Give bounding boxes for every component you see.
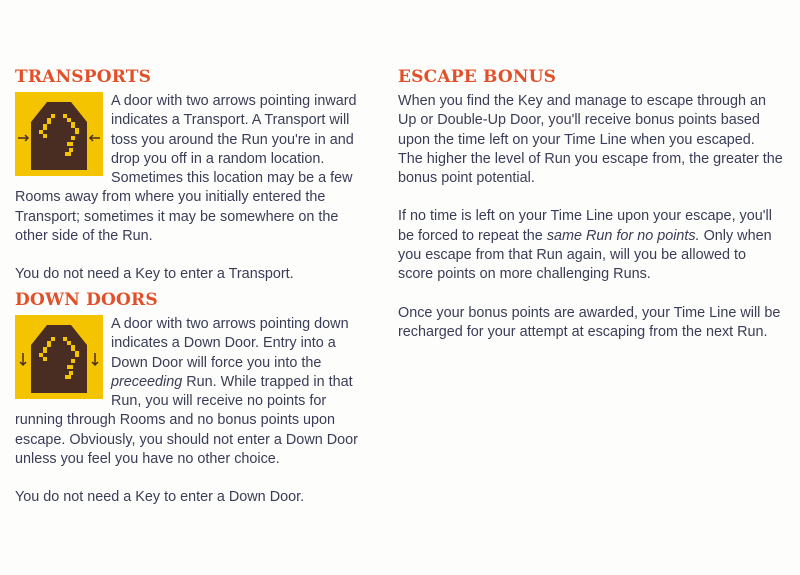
preceeding-emphasis: preceeding [111,373,183,390]
escape-bonus-paragraph-1: When you find the Key and manage to escape through an Up or Double-Up Door, you'll receive bonus points based upon the time left on your Time Line when you escaped. The higher the level of Run you escape from, the greater the bonus point potential. [398,93,783,187]
transports-paragraph: A door with two arrows pointing inward indicates a Transport. A Transport will toss you around the Run you're in and drop you off in a random location. Sometimes this location may be a few Rooms away from where you initially entered the Transport; sometimes it may be somewhere on the other side of the Run. [15,93,357,245]
down-doors-text-a: A door with two arrows pointing down indicates a Down Door. Entry into a Down Door will force you into the [111,316,349,371]
transports-heading: TRANSPORTS [15,67,152,87]
down-door-icon [15,315,103,399]
escape-bonus-text-b: Only when you escape from that Run again, will you be allowed to score points on more challenging Runs. [398,227,772,283]
same-run-emphasis: same Run for no points. [546,227,700,244]
escape-bonus-text-a: If no time is left on your Time Line upon your escape, you'll be forced to repeat the [398,208,772,244]
transports-section [15,92,375,285]
escape-bonus-paragraph-3: Once your bonus points are awarded, your Time Line will be recharged for your attempt at escaping from the next Run. [398,304,781,340]
transport-door-icon [15,92,103,176]
down-doors-text-b: Run. While trapped in that Run, you will receive no points for running through Rooms and no bonus points upon escape. Obviously, you should not enter a Down Door unless you feel you have no other choice. [15,373,358,468]
down-doors-section [15,315,375,508]
escape-bonus-section [398,92,783,342]
transports-key-note: You do not need a Key to enter a Transport. [15,266,294,283]
down-doors-heading: DOWN DOORS [15,290,158,310]
escape-bonus-heading: ESCAPE BONUS [398,67,557,87]
escape-bonus-paragraph-2 [398,207,783,284]
down-doors-key-note: You do not need a Key to enter a Down Door. [15,489,305,506]
